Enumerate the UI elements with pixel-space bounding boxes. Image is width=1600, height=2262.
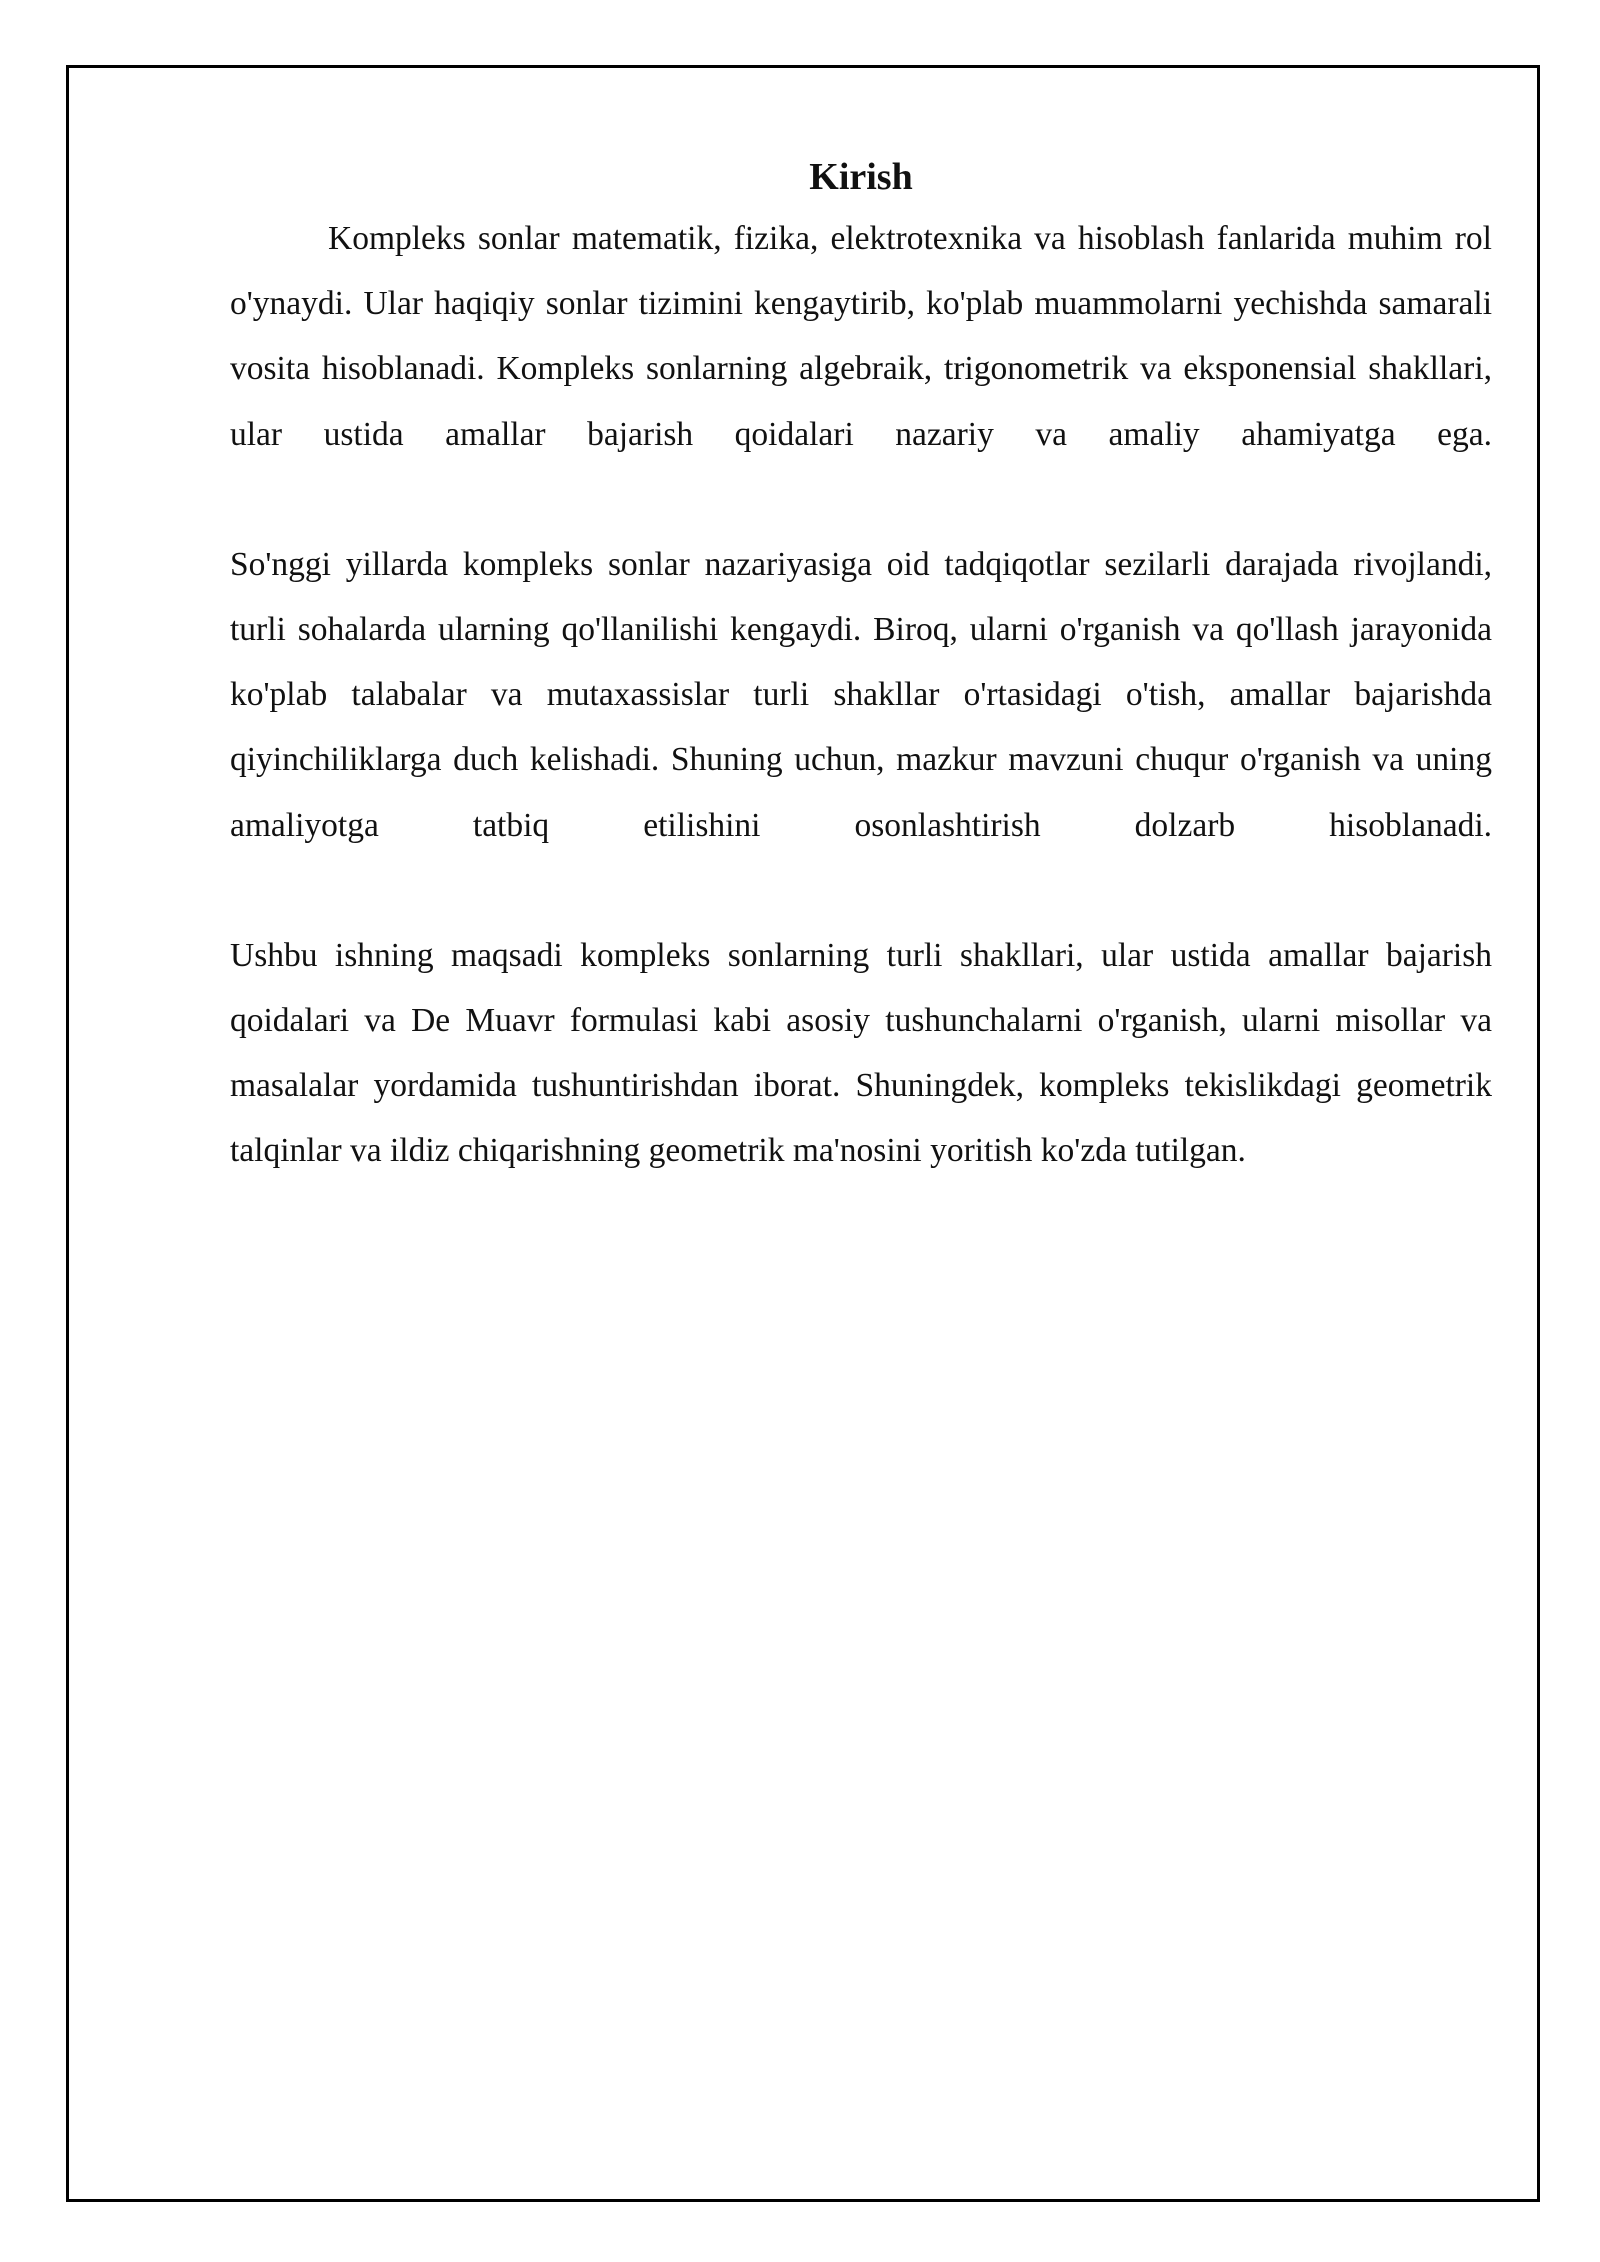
document-title: Kirish xyxy=(809,156,913,198)
paragraph-spacer xyxy=(230,858,1492,923)
paragraph-goal: Ushbu ishning maqsadi kompleks sonlarning turli shakllari, ular ustida amallar bajarish qoidalari va De Muavr formulasi kabi asosiy tushunchalarni o'rganish, ularni misollar va masalalar yordamida tushuntirishdan iborat. Shuningdek, kompleks tekislikdagi geometrik talqinlar va ildiz chiqarishning geometrik ma'nosini yoritish ko'zda tutilgan. xyxy=(230,936,1492,1170)
paragraph-intro: Kompleks sonlar matematik, fizika, elektrotexnika va hisoblash fanlarida muhim rol o'ynaydi. Ular haqiqiy sonlar tizimini kengaytirib, ko'plab muammolarni yechishda samarali vosita hisoblanadi. Kompleks sonlarning algebraik, trigonometrik va eksponensial shakllari, ular ustida amallar bajarish qoidalari nazariy va amaliy ahamiyatga ega. xyxy=(230,220,1492,453)
document-body xyxy=(230,150,1492,1184)
paragraph-spacer xyxy=(230,467,1492,532)
paragraph-relevance: So'nggi yillarda kompleks sonlar nazariyasiga oid tadqiqotlar sezilarli darajada rivojlandi, turli sohalarda ularning qo'llanilishi kengaydi. Biroq, ularni o'rganish va qo'llash jarayonida ko'plab talabalar va mutaxassislar turli shakllar o'rtasidagi o'tish, amallar bajarishda qiyinchiliklarga duch kelishadi. Shuning uchun, mazkur mavzuni chuqur o'rganish va uning amaliyotga tatbiq etilishini osonlashtirish dolzarb hisoblanadi. xyxy=(230,545,1492,844)
